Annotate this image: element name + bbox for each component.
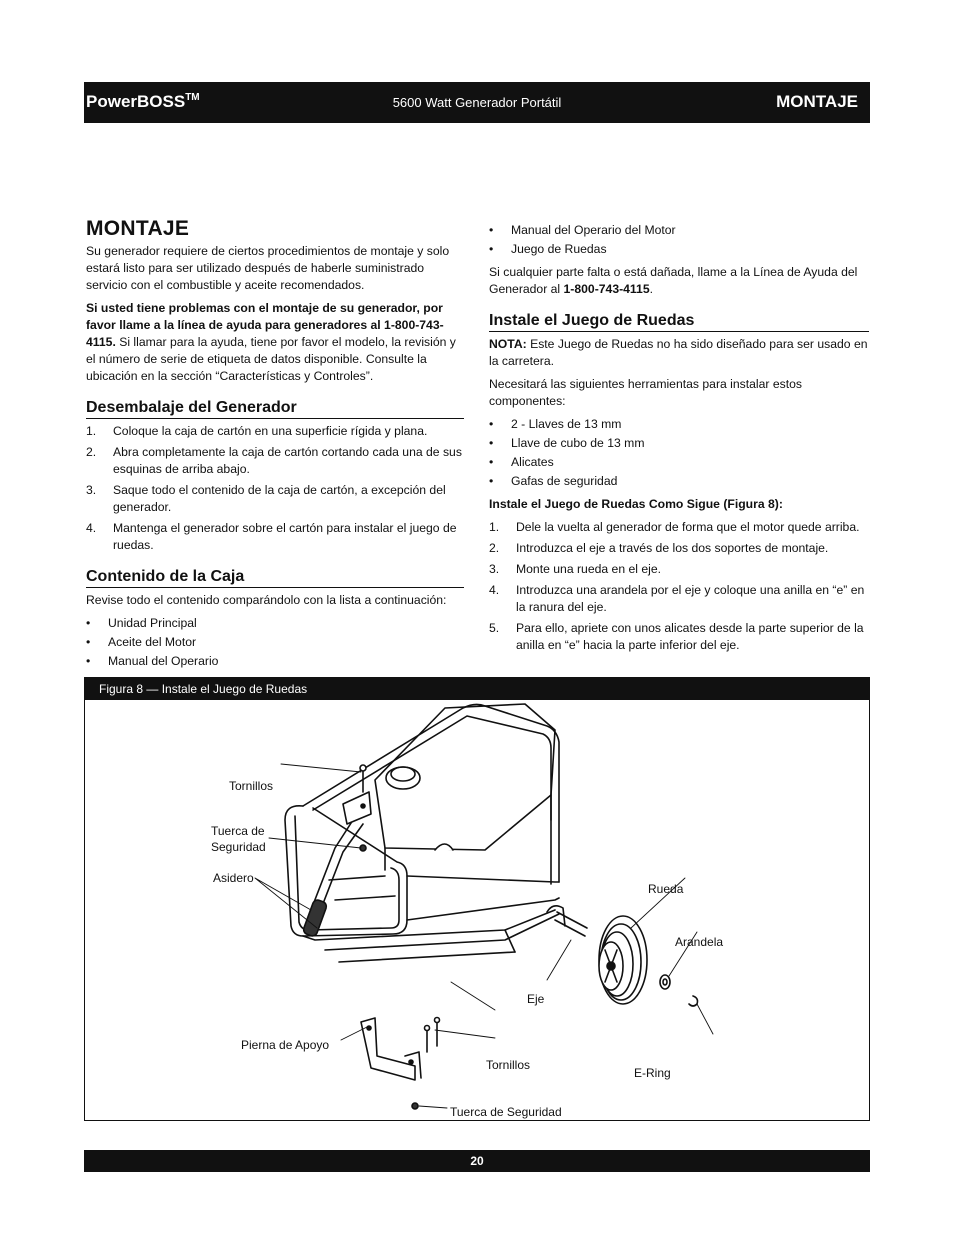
item-text: Manual del Operario [108, 654, 219, 668]
helpline-phone: 1-800-743-4115 [563, 282, 650, 296]
step-text: Mantenga el generador sobre el cartón para instalar el juego de ruedas. [113, 521, 457, 552]
note-paragraph [489, 336, 869, 370]
label-tornillos-top: Tornillos [229, 779, 274, 793]
item-text: Aceite del Motor [108, 635, 197, 649]
document-title: 5600 Watt Generador Portátil [392, 95, 562, 110]
list-item: • Juego de Ruedas [489, 242, 607, 256]
step-text: Introduzca el eje a través de los dos soportes de montaje. [516, 541, 829, 555]
label-pierna-de-apoyo: Pierna de Apoyo [241, 1038, 330, 1052]
list-item: • Gafas de seguridad [489, 474, 618, 488]
label-tuerca-line1: Tuerca de [211, 824, 265, 838]
step-text: Para ello, apriete con unos alicates desde la parte superior de la anilla en “e” hacia la parte inferior del eje. [516, 621, 864, 652]
tools-list [489, 416, 869, 490]
contents-intro: Revise todo el contenido comparándolo con la lista a continuación: [86, 593, 447, 607]
unpacking-steps [86, 423, 464, 554]
label-tuerca-bottom: Tuerca de Seguridad [450, 1105, 562, 1119]
contents-list-right [489, 222, 869, 258]
page-number: 20 [84, 1150, 870, 1172]
right-column [489, 222, 869, 660]
intro-paragraph: Su generador requiere de ciertos procedimientos de montaje y solo estará listo para ser utilizado después de haberle suministrado servicio con el combustible y aceite recomendados. [86, 244, 450, 292]
list-item: 5. Para ello, apriete con unos alicates desde la parte superior de la anilla en “e” hacia la parte inferior del eje. [489, 621, 864, 652]
contents-heading: Contenido de la Caja [86, 568, 464, 588]
page-title: MONTAJE [86, 217, 190, 240]
steps-title-text: Instale el Juego de Ruedas Como Sigue (Figura 8): [489, 497, 783, 511]
step-text: Introduzca una arandela por el eje y coloque una anilla en “e” en la ranura del eje. [516, 583, 865, 614]
item-text: Gafas de seguridad [511, 474, 618, 488]
section-name: MONTAJE [776, 92, 858, 111]
note-text: Este Juego de Ruedas no ha sido diseñado para ser usado en la carretera. [489, 337, 868, 368]
item-text: Alicates [511, 455, 554, 469]
item-text: 2 - Llaves de 13 mm [511, 417, 622, 431]
tools-intro: Necesitará las siguientes herramientas para instalar estos componentes: [489, 377, 802, 408]
item-text: Unidad Principal [108, 616, 197, 630]
step-text: Saque todo el contenido de la caja de cartón, a excepción del generador. [113, 483, 446, 514]
list-item: 1. Coloque la caja de cartón en una superficie rígida y plana. [86, 424, 428, 438]
list-item: • Unidad Principal [86, 616, 197, 630]
list-item: • Aceite del Motor [86, 635, 197, 649]
label-eje: Eje [527, 992, 545, 1006]
contents-list-left [86, 615, 464, 670]
trademark-mark: TM [185, 92, 200, 103]
list-item: • 2 - Llaves de 13 mm [489, 417, 622, 431]
list-item: 3. Saque todo el contenido de la caja de cartón, a excepción del generador. [86, 483, 446, 514]
label-arandela: Arandela [675, 935, 724, 949]
step-text: Abra completamente la caja de cartón cortando cada una de sus esquinas de arriba abajo. [113, 445, 462, 476]
missing-text: Si cualquier parte falta o está dañada, llame a la Línea de Ayuda del Generador al [489, 265, 858, 296]
label-tuerca-line2: Seguridad [211, 840, 266, 854]
missing-parts-paragraph [489, 264, 869, 298]
list-item: 4. Mantenga el generador sobre el cartón para instalar el juego de ruedas. [86, 521, 457, 552]
help-paragraph [86, 300, 464, 385]
list-item: 2. Abra completamente la caja de cartón cortando cada una de sus esquinas de arriba abajo. [86, 445, 462, 476]
label-tornillos-bottom: Tornillos [486, 1058, 531, 1072]
left-column [86, 217, 464, 676]
step-text: Monte una rueda en el eje. [516, 562, 662, 576]
list-item: • Alicates [489, 455, 554, 469]
generator-illustration [85, 700, 869, 1120]
figure-caption: Figura 8 — Instale el Juego de Ruedas [85, 678, 869, 700]
step-text: Coloque la caja de cartón en una superficie rígida y plana. [113, 424, 428, 438]
list-item: 4. Introduzca una arandela por el eje y coloque una anilla en “e” en la ranura del eje. [489, 583, 865, 614]
list-item: 1. Dele la vuelta al generador de forma que el motor quede arriba. [489, 520, 860, 534]
wheels-steps-title [489, 496, 869, 513]
header-bar [84, 82, 870, 123]
list-item: • Llave de cubo de 13 mm [489, 436, 645, 450]
wheels-steps [489, 519, 869, 654]
item-text: Juego de Ruedas [511, 242, 607, 256]
unpacking-heading: Desembalaje del Generador [86, 399, 464, 419]
item-text: Manual del Operario del Motor [511, 223, 676, 237]
figure-8 [84, 677, 870, 1121]
step-text: Dele la vuelta al generador de forma que el motor quede arriba. [516, 520, 860, 534]
missing-end: . [649, 282, 653, 296]
label-rueda: Rueda [648, 882, 684, 896]
label-e-ring: E-Ring [634, 1066, 671, 1080]
help-bold-text: Si usted tiene problemas con el montaje de su generador, por favor llame a la línea de ayuda para generadores al 1-800-743-4115. [86, 301, 444, 349]
brand-name: PowerBOSS [86, 92, 186, 111]
note-label: NOTA: [489, 337, 527, 351]
help-rest-text: Si llamar para la ayuda, tiene por favor el modelo, la revisión y el número de serie de etiqueta de datos disponible. Consulte la ubicación en la sección “Características y Controles”. [86, 335, 456, 383]
item-text: Llave de cubo de 13 mm [511, 436, 645, 450]
wheels-heading: Instale el Juego de Ruedas [489, 312, 869, 332]
label-asidero: Asidero [213, 871, 254, 885]
list-item: • Manual del Operario [86, 654, 219, 668]
list-item: • Manual del Operario del Motor [489, 223, 676, 237]
list-item: 2. Introduzca el eje a través de los dos soportes de montaje. [489, 541, 829, 555]
list-item: 3. Monte una rueda en el eje. [489, 562, 662, 576]
